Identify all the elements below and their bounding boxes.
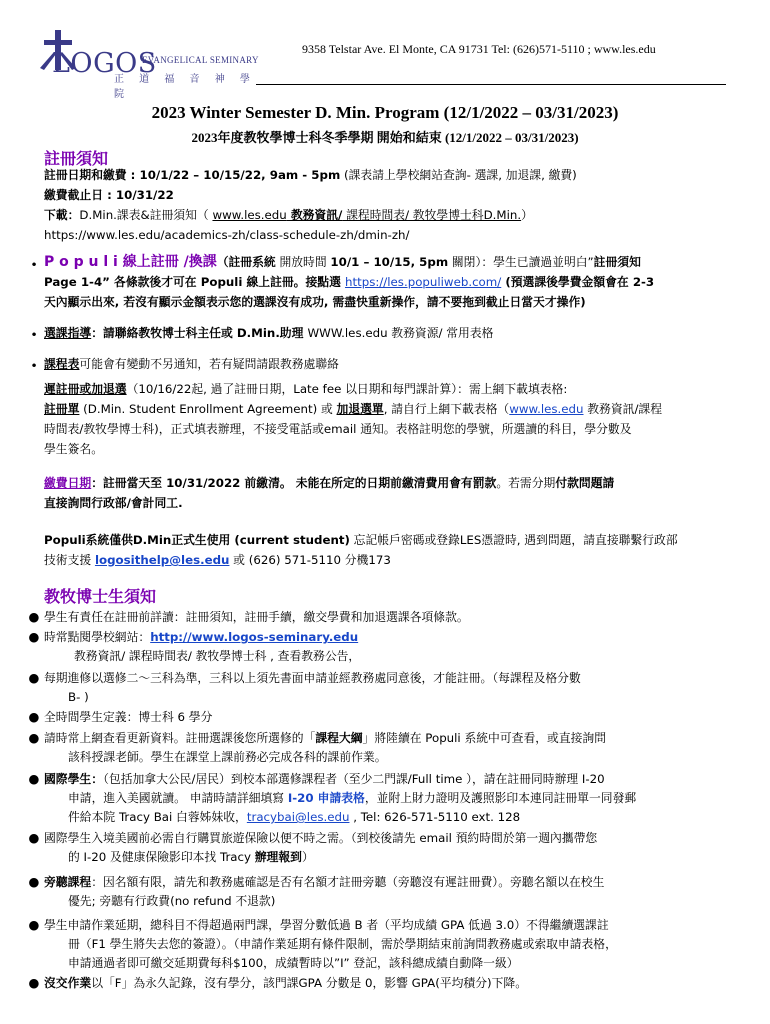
note-syllabus: 請時常上網查看更新資料。註冊選課後您所選修的「課程大綱」將陸續在 Populi 系統中可查看，或直接詢問 xyxy=(44,731,607,745)
note-course-load-2: B- ) xyxy=(68,690,89,704)
registration-dates: 註冊日期和繳費 : 10/1/22 – 10/15/22, 9am - 5pm (課表請上學校網站查詢- 選課, 加退課, 繳費) xyxy=(44,168,577,182)
bullet: ● xyxy=(28,670,40,685)
bullet: ● xyxy=(28,975,40,990)
note-audit-2: 優先; 旁聽有行政費(no refund 不退款) xyxy=(68,894,276,908)
note-insurance-2: 的 I-20 及健康保險影印本找 Tracy 辦理報到） xyxy=(68,850,314,864)
bullet: ● xyxy=(28,730,40,745)
bullet: ● xyxy=(28,917,40,932)
populi-line-1: P o p u l i 線上註冊 /換課（註冊系統 開放時間 10/1 – 10/15, 5pm 關閉）：學生已讀過並明白”註冊須知 xyxy=(44,254,641,270)
note-international: 國際學生：（包括加拿大公民/居民）到校本部選修課程者（至少二門課/Full time ），請在註冊同時辦理 I-20 xyxy=(44,772,605,786)
bullet: ● xyxy=(28,629,40,644)
populi-line-3: 天內顯示出來, 若沒有顯示金額表示您的選課沒有成功, 需盡快重新操作，請不要拖到截止日當天才操作) xyxy=(44,295,586,309)
it-help-email-link[interactable]: logosithelp@les.edu xyxy=(94,553,230,567)
bullet: • xyxy=(30,257,38,272)
note-responsibility: 學生有責任在註冊前詳讀：註冊須知，註冊手續，繳交學費和加退選課各項條款。 xyxy=(44,610,469,624)
logo-subtitle: EVANGELICAL SEMINARY xyxy=(142,55,259,65)
populi-link[interactable]: https://les.populiweb.com/ xyxy=(344,275,502,289)
note-website: 時常點閱學校網站：http://www.logos-seminary.edu xyxy=(44,630,359,644)
tracy-email-link[interactable]: tracybai@les.edu xyxy=(246,810,350,824)
enrollment-form-line-2: 時間表/教牧學博士科)，正式填表辦理，不接受電話或email 通知。表格註明您的學號，所選讀的科目，學分數及 xyxy=(44,422,632,436)
section-heading-registration: 註冊須知 xyxy=(44,149,109,168)
les-link[interactable]: www.les.edu xyxy=(212,208,287,222)
note-course-load: 每期進修以選修二～三科為準，三科以上須先書面申請並經教務處同意後，才能註冊。（每課程及格分數 xyxy=(44,671,581,685)
note-full-time: 全時間學生定義：博士科 6 學分 xyxy=(44,710,213,724)
document-subtitle: 2023年度教牧學博士科冬季學期 開始和結束 (12/1/2022 – 03/31/2023) xyxy=(191,130,579,145)
note-insurance: 國際學生入境美國前必需自行購買旅遊保險以便不時之需。（到校後請先 email 預約時間於第一週內攜帶您 xyxy=(44,831,598,845)
populi-line-2: Page 1-4” 各條款後才可在 Populi 線上註冊。接點選 https://les.populiweb.com/ (預選課後學費金額會在 2-3 xyxy=(44,275,655,289)
section-heading-student-notes: 教牧博士生須知 xyxy=(44,587,157,606)
note-international-2: 申請，進入美國就讀。 申請時請詳細填寫 I-20 申請表格，並附上財力證明及護照影印本連同註冊單一同發郵 xyxy=(68,791,637,805)
note-missing-work: 沒交作業以「F」為永久記錄，沒有學分，該門課GPA 分數是 0，影響 GPA(平均積分)下降。 xyxy=(44,976,527,990)
logo-wordmark: LOGOS xyxy=(52,48,157,79)
bullet: ● xyxy=(28,874,40,889)
header-rule xyxy=(256,84,726,85)
address-line: 9358 Telstar Ave. El Monte, CA 91731 Tel: (626)571-5110 ; www.les.edu xyxy=(302,42,656,56)
note-syllabus-2: 該科授課老師。學生在課堂上課前務必完成各科的課前作業。 xyxy=(68,750,387,764)
late-registration: 遲註冊或加退選（10/16/22起, 過了註冊日期，Late fee 以日期和每門課計算）：需上網下載填表格: xyxy=(44,382,568,396)
note-extension: 學生申請作業延期，總科目不得超過兩門課，學習分數低過 B 者（平均成績 GPA 低過 3.0）不得繼續選課註 xyxy=(44,918,609,932)
document-title: 2023 Winter Semester D. Min. Program (12/1/2022 – 03/31/2023) xyxy=(151,103,619,122)
populi-support-line: Populi系統僅供D.Min正式生使用 (current student) 忘記帳戶密碼或登錄LES憑證時, 遇到問題，請直接聯繫行政部 xyxy=(44,533,678,547)
note-audit: 旁聽課程：因名額有限，請先和教務處確認是否有名額才註冊旁聽（旁聽沒有遲註冊費）。旁聽名額以在校生 xyxy=(44,875,605,889)
note-international-3: 件給本院 Tracy Bai 白蓉姊妹收，tracybai@les.edu , Tel: 626-571-5110 ext. 128 xyxy=(68,810,521,824)
logos-logo xyxy=(26,28,266,100)
enrollment-form-line-3: 學生簽名。 xyxy=(44,442,103,456)
bullet: • xyxy=(30,358,38,373)
bullet: • xyxy=(30,327,38,342)
schedule-url[interactable]: https://www.les.edu/academics-zh/class-schedule-zh/dmin-zh/ xyxy=(44,228,410,242)
les-link[interactable]: www.les.edu xyxy=(509,402,584,416)
populi-support-line-2: 技術支援 logosithelp@les.edu 或 (626) 571-5110 分機173 xyxy=(44,553,391,567)
payment-date-line-2: 直接詢問行政部/會計同工. xyxy=(44,496,183,510)
payment-date-line: 繳費日期：註冊當天至 10/31/2022 前繳清。 未能在所定的日期前繳清費用會有罰款。若需分期付款問題請 xyxy=(44,476,615,490)
course-guidance: 選課指導：請聯絡教牧博士科主任或 D.Min.助理 WWW.les.edu 教務資源/ 常用表格 xyxy=(44,326,494,340)
note-extension-3: 申請通過者即可繳交延期費每科$100，成績暫時以”I” 登記，該科總成績自動降一級） xyxy=(68,956,519,970)
payment-deadline: 繳費截止日 : 10/31/22 xyxy=(44,188,174,202)
note-website-2: 教務資訊/ 課程時間表/ 教牧學博士科 , 查看教務公告， xyxy=(74,649,361,663)
download-line: 下載：D.Min.課表&註冊須知（ www.les.edu 教務資訊/ 課程時間表/ 教牧學博士科D.Min.） xyxy=(44,208,533,222)
schedule-note: 課程表可能會有變動不另通知，若有疑問請跟教務處聯絡 xyxy=(44,357,339,371)
logo-chinese-name: 正 道 福 音 神 學 院 xyxy=(114,74,256,100)
seminary-website-link[interactable]: http://www.logos-seminary.edu xyxy=(150,630,359,644)
note-extension-2: 冊（F1 學生將失去您的簽證）。（申請作業延期有條件限制，需於學期結束前詢問教務處或索取申請表格， xyxy=(68,937,617,951)
bullet: ● xyxy=(28,709,40,724)
letterhead xyxy=(26,26,746,100)
enrollment-form-line: 註冊單 (D.Min. Student Enrollment Agreement) 或 加退選單, 請自行上網下載表格（www.les.edu 教務資訊/課程 xyxy=(44,402,663,416)
bullet: ● xyxy=(28,771,40,786)
bullet: ● xyxy=(28,609,40,624)
bullet: ● xyxy=(28,830,40,845)
